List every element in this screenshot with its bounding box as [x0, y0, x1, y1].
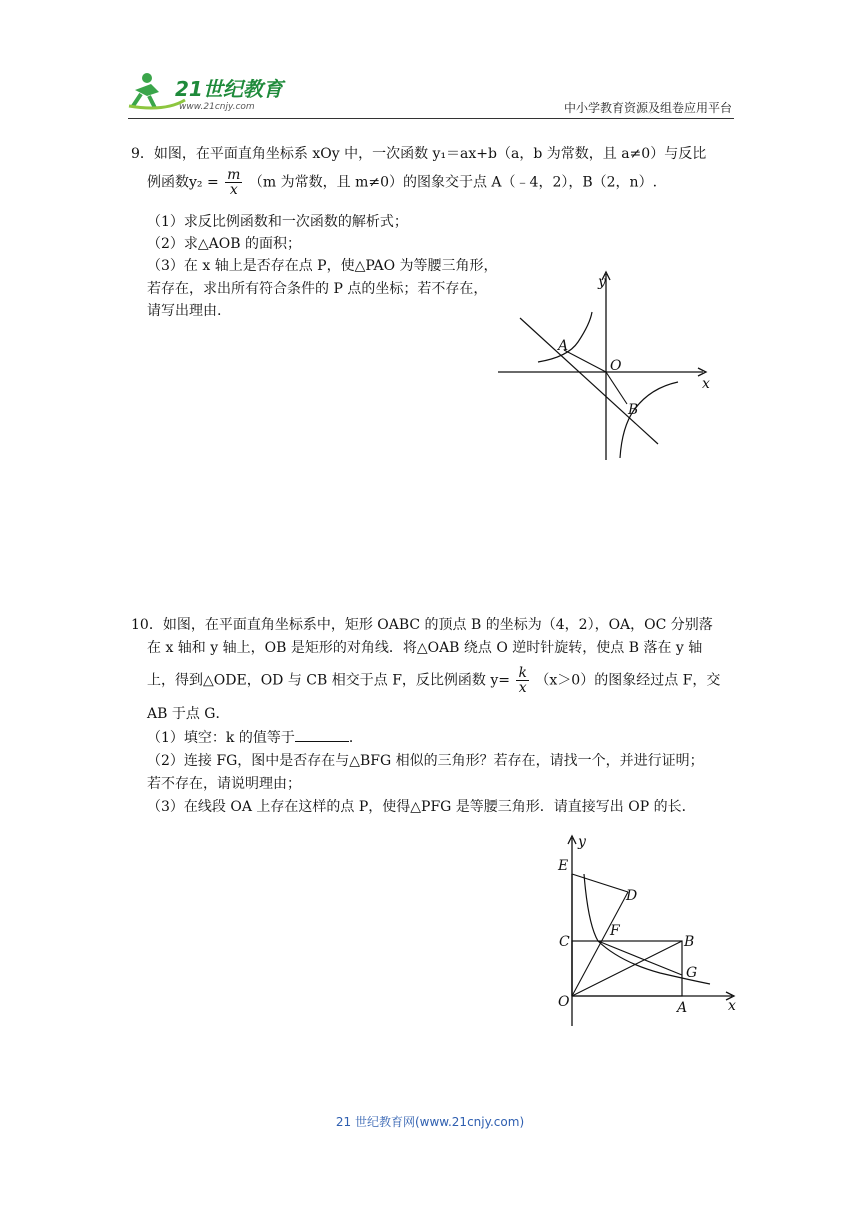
q10-part2-a: （2）连接 FG，图中是否存在与△BFG 相似的三角形？若存在，请找一个，并进行证明； — [147, 753, 704, 769]
q10-label-y: y — [578, 834, 586, 850]
q10-segment-FG — [598, 941, 682, 975]
q10-label-F: F — [610, 923, 620, 939]
header-divider — [128, 118, 734, 119]
q10-label-A: A — [677, 1000, 688, 1016]
q9-hyperbola-branch-2 — [538, 312, 592, 362]
q10-part1 — [147, 727, 363, 747]
q9-frac-num: m — [227, 167, 241, 183]
q10-part1-pre: （1）填空：k 的值等于 — [147, 730, 295, 746]
q10-figure — [550, 834, 750, 1030]
logo-text: 21世纪教育 — [175, 77, 283, 101]
q10-label-O: O — [558, 994, 570, 1010]
q9-frac-den: x — [229, 182, 238, 198]
q9-line2 — [147, 168, 657, 197]
q10-label-E: E — [558, 858, 569, 874]
q9-part3-a: （3）在 x 轴上是否存在点 P，使△PAO 为等腰三角形， — [147, 258, 498, 274]
q9-label-A: A — [558, 338, 569, 354]
q10-segment-ED — [572, 874, 628, 892]
q10-label-B: B — [684, 934, 695, 950]
site-logo — [125, 70, 295, 114]
q10-fraction — [516, 666, 528, 695]
q10-part2-b: 若不存在，请说明理由； — [147, 776, 301, 792]
logo-url: www.21cnjy.com — [179, 102, 255, 112]
q10-line3-post: （x＞0）的图象经过点 F，交 — [535, 672, 721, 689]
q9-line2-pre: 例函数y₂ = — [147, 174, 219, 191]
q10-segment-OD — [572, 892, 628, 996]
q10-line1: 10．如图，在平面直角坐标系中，矩形 OABC 的顶点 B 的坐标为（4，2），OA，OC 分别落 — [131, 617, 713, 633]
q9-figure — [498, 262, 714, 462]
q9-part2: （2）求△AOB 的面积； — [147, 236, 301, 252]
q9-line2-post: （m 为常数，且 m≠0）的图象交于点 A（﹣4，2），B（2，n）. — [248, 174, 658, 191]
q10-frac-num: k — [518, 665, 527, 681]
q9-fraction — [225, 168, 242, 197]
q9-line-y1 — [520, 318, 658, 444]
q10-label-D: D — [626, 888, 638, 904]
header-right-text: 中小学教育资源及组卷应用平台 — [563, 101, 732, 115]
q10-label-C: C — [559, 934, 570, 950]
q9-label-x: x — [702, 376, 710, 392]
q9-label-y: y — [598, 274, 606, 290]
q9-hyperbola-branch-4 — [620, 382, 678, 458]
q10-answer-blank — [295, 729, 349, 742]
q9-label-B: B — [628, 402, 639, 418]
footer-text[interactable]: 21 世纪教育网(www.21cnjy.com) — [335, 1115, 525, 1129]
q9-part1: （1）求反比例函数和一次函数的解析式； — [147, 214, 408, 230]
q9-line1: 9．如图，在平面直角坐标系 xOy 中，一次函数 y₁＝ax+b（a，b 为常数，且 a≠0）与反比 — [131, 146, 707, 162]
q10-part1-post: ． — [348, 730, 363, 746]
q10-line3 — [147, 666, 720, 695]
q10-label-x: x — [728, 998, 736, 1014]
q10-part3: （3）在线段 OA 上存在这样的点 P，使得△PFG 是等腰三角形．请直接写出 OP 的长． — [147, 799, 696, 815]
q10-frac-den: x — [518, 680, 527, 696]
q10-label-G: G — [686, 965, 698, 981]
q9-segment-OA — [564, 350, 606, 372]
q10-line2: 在 x 轴和 y 轴上，OB 是矩形的对角线．将△OAB 绕点 O 逆时针旋转，使点 B 落在 y 轴 — [147, 640, 703, 656]
q9-label-O: O — [610, 358, 622, 374]
q9-part3-b: 若存在，求出所有符合条件的 P 点的坐标；若不存在， — [147, 281, 488, 297]
q10-line3-pre: 上，得到△ODE，OD 与 CB 相交于点 F，反比例函数 y= — [147, 672, 510, 689]
q9-part3-c: 请写出理由. — [147, 303, 222, 319]
q10-line4: AB 于点 G． — [147, 706, 230, 722]
